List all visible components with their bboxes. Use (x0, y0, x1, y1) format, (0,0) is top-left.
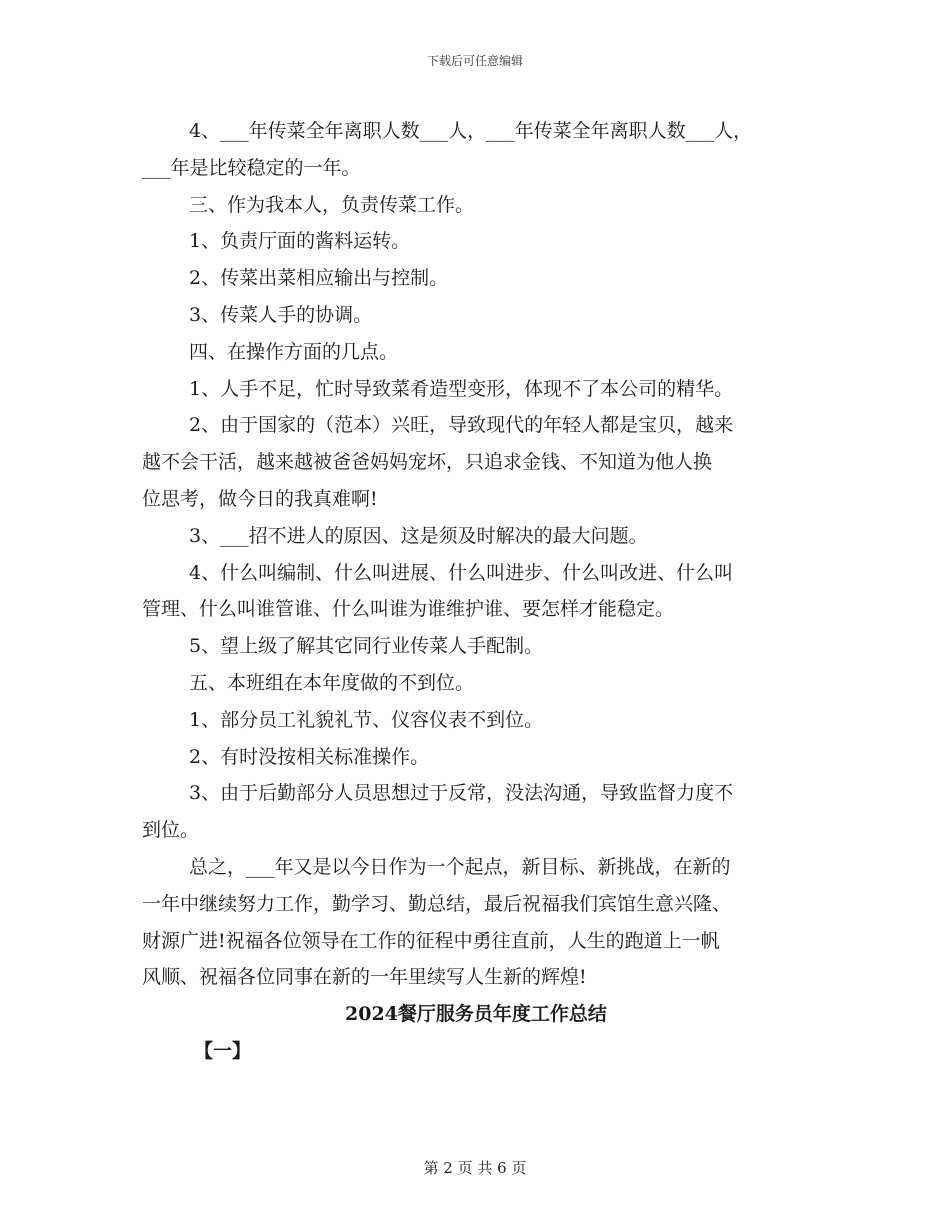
body-line: 越不会干活，越来越被爸爸妈妈宠坏，只追求金钱、不知道为他人换 (142, 451, 713, 474)
document-title: 2024餐厅服务员年度工作总结 (345, 1003, 607, 1026)
body-line: 3、传菜人手的协调。 (189, 303, 373, 326)
body-line: 4、什么叫编制、什么叫进展、什么叫进步、什么叫改进、什么叫 (189, 561, 734, 584)
document-body (142, 113, 810, 1070)
body-line: 1、人手不足，忙时导致菜肴造型变形，体现不了本公司的精华。 (189, 377, 734, 400)
body-line: 风顺、祝福各位同事在新的一年里续写人生新的辉煌! (142, 966, 587, 989)
body-line: 2、有时没按相关标准操作。 (189, 745, 430, 768)
body-line: ___年是比较稳定的一年。 (142, 156, 361, 179)
section-heading: 三、作为我本人，负责传菜工作。 (189, 193, 475, 216)
page-header: 下载后可任意编辑 (426, 54, 523, 68)
body-line: 2、由于国家的（范本）兴旺，导致现代的年轻人都是宝贝，越来 (189, 414, 734, 437)
section-heading: 四、在操作方面的几点。 (189, 340, 399, 363)
body-line: 管理、什么叫谁管谁、什么叫谁为谁维护谁、要怎样才能稳定。 (142, 598, 675, 621)
body-line: 3、由于后勤部分人员思想过于反常，没法沟通，导致监督力度不 (189, 782, 734, 805)
body-line: 到位。 (142, 819, 200, 842)
body-line: 1、部分员工礼貌礼节、仪容仪表不到位。 (189, 708, 544, 731)
page-footer: 第 2 页 共 6 页 (423, 1159, 527, 1177)
body-line: 4、___年传菜全年离职人数___人，___年传菜全年离职人数___人， (189, 120, 753, 142)
body-line: 总之，___年又是以今日作为一个起点，新目标、新挑战，在新的 (189, 855, 731, 878)
section-heading: 五、本班组在本年度做的不到位。 (189, 671, 475, 694)
body-line: 一年中继续努力工作，勤学习、勤总结，最后祝福我们宾馆生意兴隆、 (142, 892, 732, 915)
body-line: 2、传菜出菜相应输出与控制。 (189, 267, 449, 290)
body-line: 位思考，做今日的我真难啊! (142, 487, 378, 510)
body-line: 3、___招不进人的原因、这是须及时解决的最大问题。 (189, 524, 648, 547)
section-label: 【一】 (194, 1040, 252, 1063)
body-line: 1、负责厅面的酱料运转。 (189, 230, 411, 253)
body-line: 财源广进!祝福各位领导在工作的征程中勇往直前，人生的跑道上一帆 (142, 929, 720, 952)
body-line: 5、望上级了解其它同行业传菜人手配制。 (189, 635, 544, 658)
